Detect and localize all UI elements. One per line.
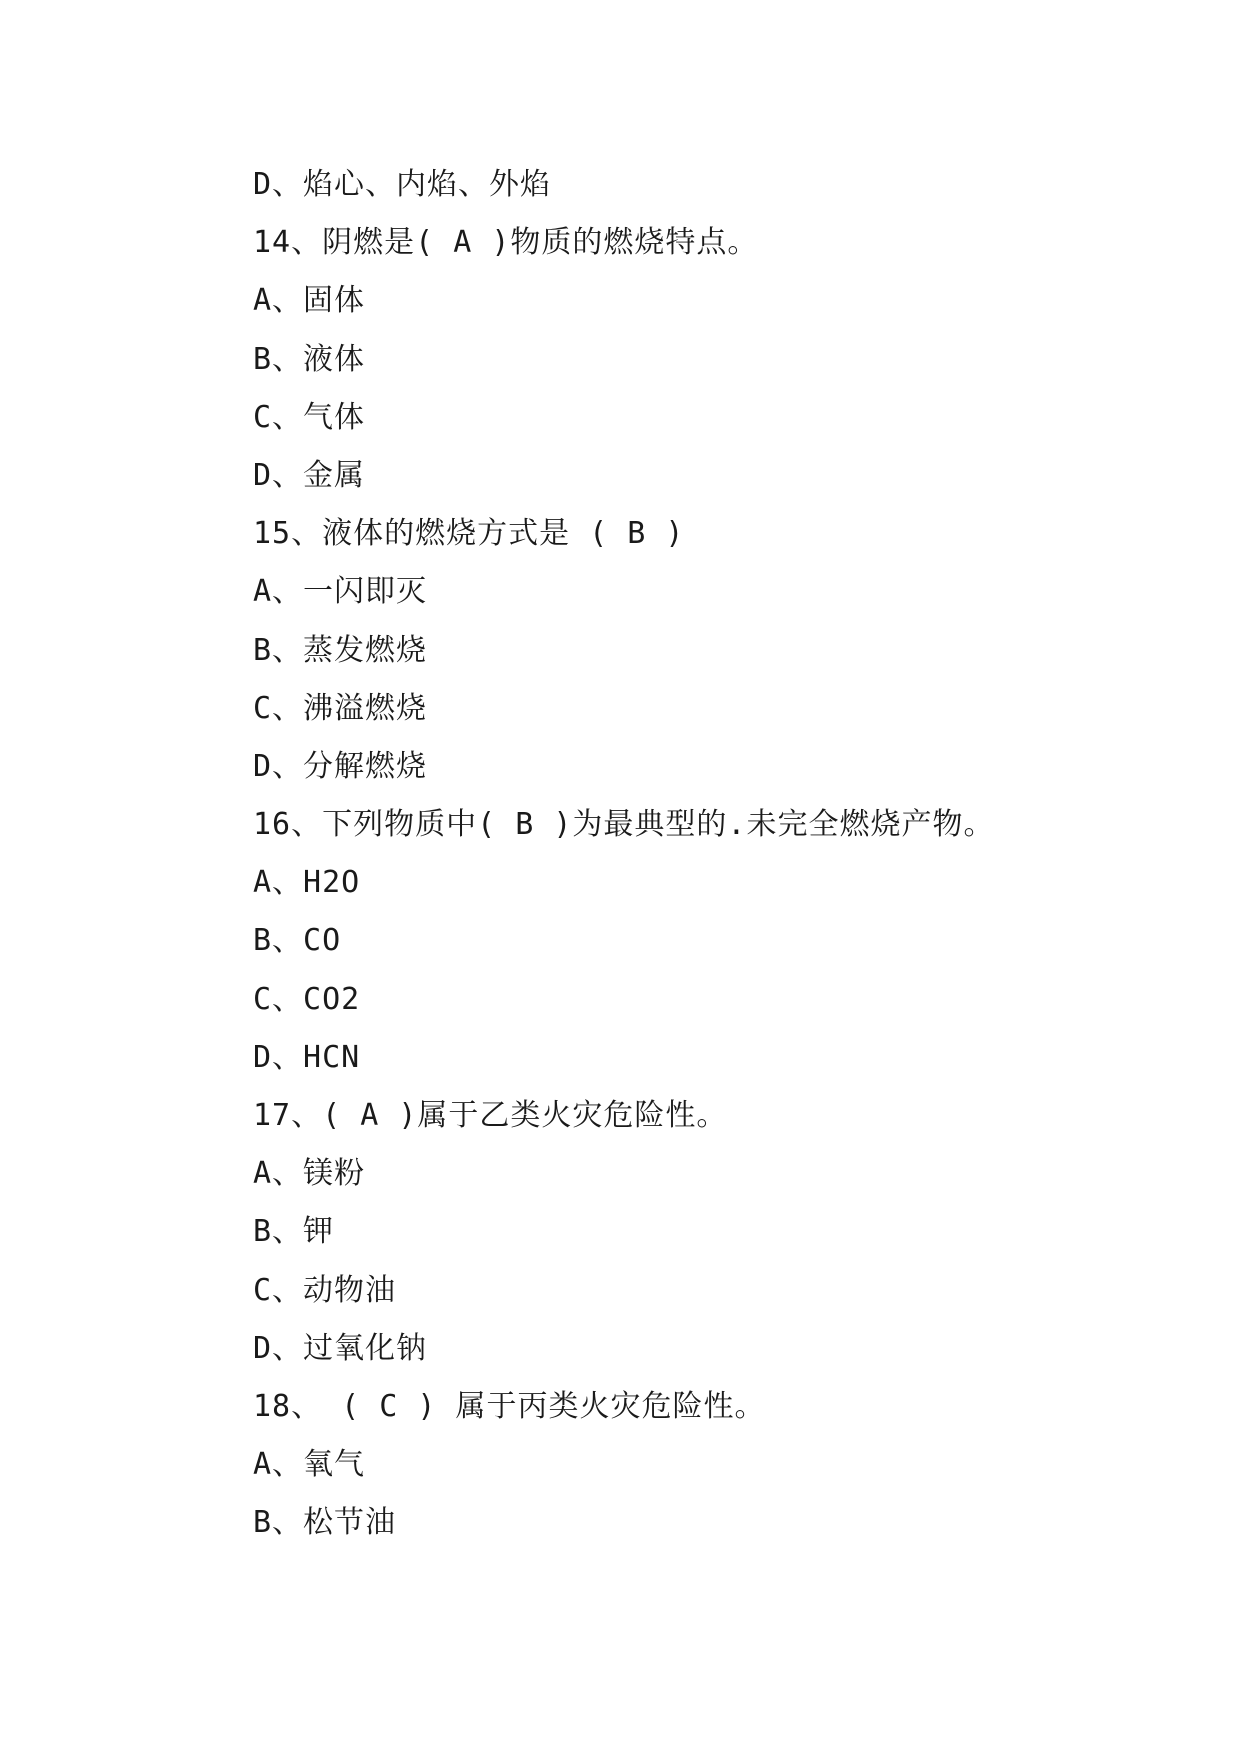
question-text: 15、液体的燃烧方式是 ( B ) xyxy=(253,516,685,552)
option-text: A、H2O xyxy=(253,865,361,901)
question-text: 17、( A )属于乙类火灾危险性。 xyxy=(253,1098,728,1133)
option-text: D、金属 xyxy=(253,457,366,493)
question-text: 14、阴燃是( A )物质的燃烧特点。 xyxy=(253,225,759,261)
option-text: C、沸溢燃烧 xyxy=(253,690,428,726)
option-text: C、气体 xyxy=(253,399,366,435)
option-text: B、钾 xyxy=(253,1214,335,1250)
option-text: A、固体 xyxy=(253,283,366,319)
option-text: A、一闪即灭 xyxy=(253,574,428,610)
option-text: B、松节油 xyxy=(253,1505,397,1541)
option-text: B、蒸发燃烧 xyxy=(253,632,428,668)
question-text: 16、下列物质中( B )为最典型的.未完全燃烧产物。 xyxy=(253,807,995,843)
option-text: C、动物油 xyxy=(253,1272,397,1308)
option-text: C、CO2 xyxy=(253,981,361,1017)
option-text: D、过氧化钠 xyxy=(253,1330,428,1366)
option-text: A、氧气 xyxy=(253,1447,366,1483)
option-text: B、CO xyxy=(253,923,342,959)
document-body xyxy=(253,156,1153,1553)
option-text: D、焰心、内焰、外焰 xyxy=(253,167,552,202)
option-text: A、镁粉 xyxy=(253,1156,366,1192)
option-text: D、HCN xyxy=(253,1039,361,1075)
option-text: B、液体 xyxy=(253,341,366,377)
option-text: D、分解燃烧 xyxy=(253,748,428,784)
question-text: 18、 ( C ) 属于丙类火灾危险性。 xyxy=(253,1388,766,1424)
